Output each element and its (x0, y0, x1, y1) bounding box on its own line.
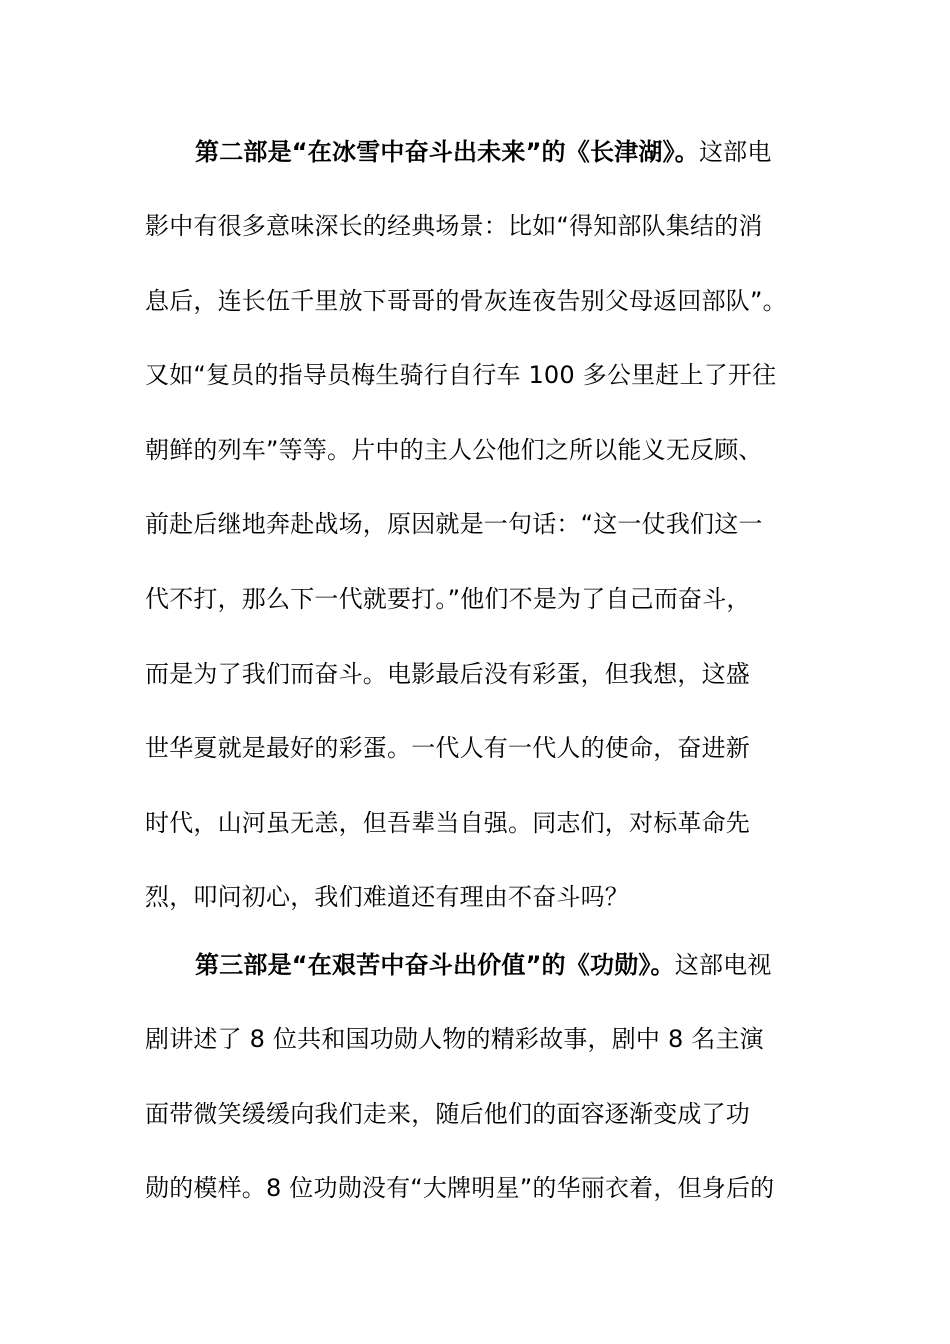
paragraph-line: 烈，叩问初心，我们难道还有理由不奋斗吗？ (145, 883, 629, 911)
heading-text: 第三部是“在艰苦中奋斗出价值”的《功勋》。 (195, 951, 675, 979)
paragraph-line: 代不打，那么下一代就要打。”他们不是为了自己而奋斗， (145, 585, 751, 613)
body-text: 这部电视 (674, 951, 772, 979)
paragraph-line: 世华夏就是最好的彩蛋。一代人有一代人的使命，奋进新 (145, 734, 750, 762)
paragraph-line: 而是为了我们而奋斗。电影最后没有彩蛋，但我想，这盛 (145, 660, 750, 688)
body-text: 这部电 (698, 138, 772, 166)
paragraph-line: 息后，连长伍千里放下哥哥的骨灰连夜告别父母返回部队”。 (145, 287, 787, 315)
paragraph-line (195, 136, 875, 168)
paragraph-line: 影中有很多意味深长的经典场景：比如“得知部队集结的消 (145, 212, 763, 240)
paragraph-line: 前赴后继地奔赴战场，原因就是一句话：“这一仗我们这一 (145, 510, 763, 538)
paragraph-line: 勋的模样。8 位功勋没有“大牌明星”的华丽衣着，但身后的 (145, 1174, 775, 1202)
paragraph-line: 剧讲述了 8 位共和国功勋人物的精彩故事，剧中 8 名主演 (145, 1025, 764, 1053)
paragraph-line: 朝鲜的列车”等等。片中的主人公他们之所以能义无反顾、 (145, 436, 763, 464)
paragraph-line (195, 949, 875, 981)
paragraph-line: 面带微笑缓缓向我们走来，随后他们的面容逐渐变成了功 (145, 1100, 750, 1128)
paragraph-line: 又如“复员的指导员梅生骑行自行车 100 多公里赶上了开往 (145, 361, 777, 389)
heading-text: 第二部是“在冰雪中奋斗出未来”的《长津湖》。 (195, 138, 699, 166)
paragraph-line: 时代，山河虽无恙，但吾辈当自强。同志们，对标革命先 (145, 809, 750, 837)
